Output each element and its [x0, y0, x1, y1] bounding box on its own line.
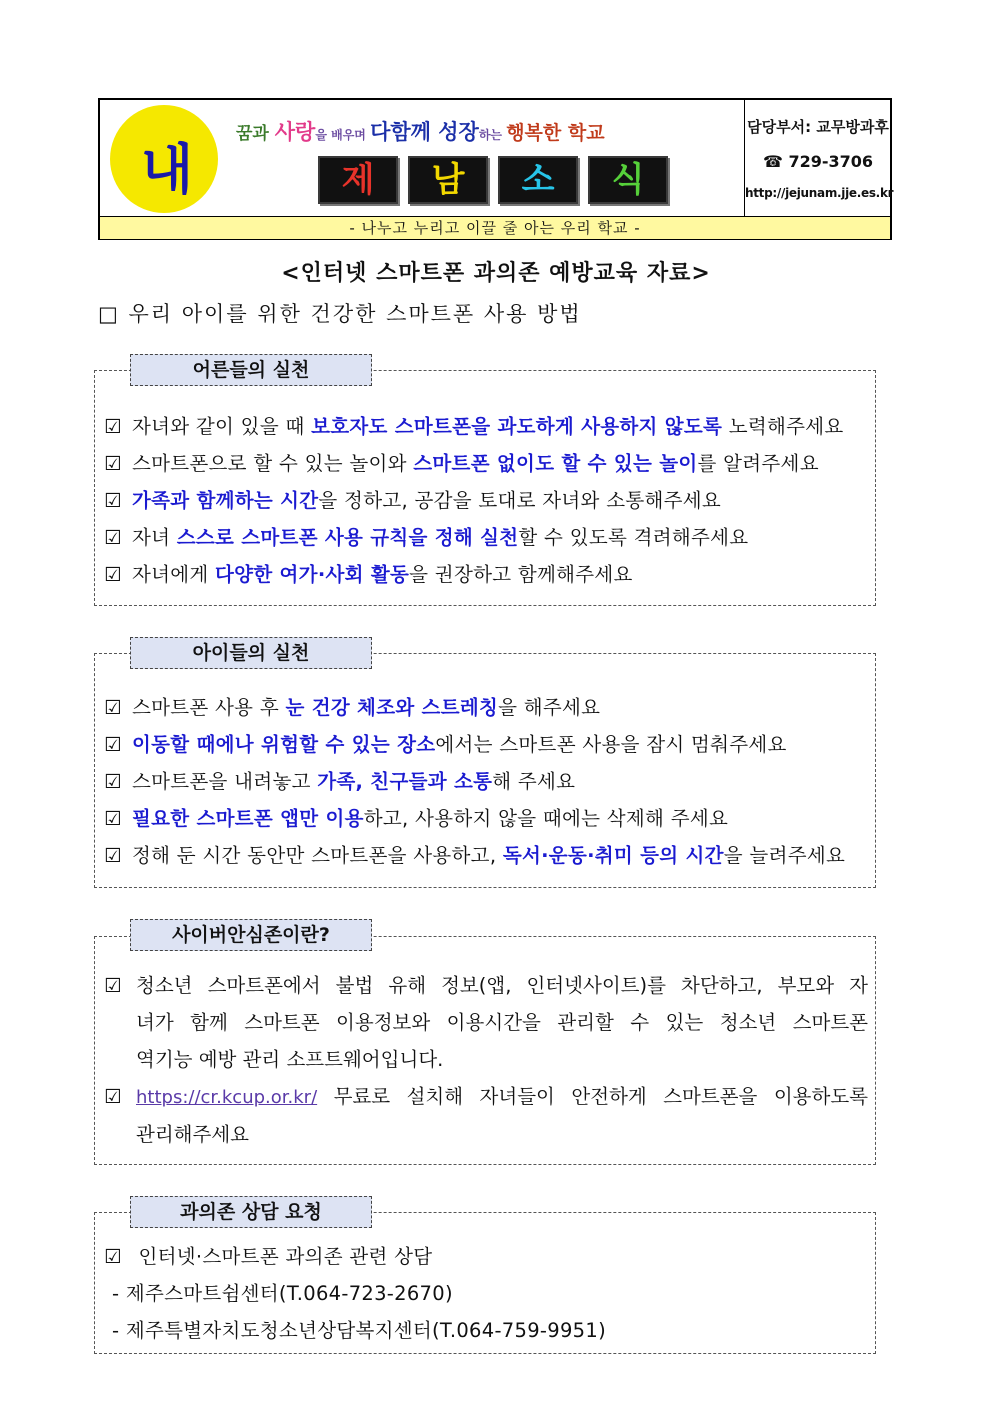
cyber-safe-zone-label: 사이버안심존이란?: [130, 919, 372, 951]
phone-number: ☎ 729-3706: [762, 152, 874, 171]
newsletter-name-tiles: [318, 156, 664, 204]
list-item: ☑ 스마트폰을 내려놓고 가족, 친구들과 소통해 주세요: [104, 770, 576, 793]
checkbox-icon: ☑: [104, 415, 122, 438]
list-item: ☑ 이동할 때에나 위험할 수 있는 장소에서는 스마트폰 사용을 잠시 멈춰주세요: [104, 733, 787, 756]
list-item: ☑ 스마트폰으로 할 수 있는 놀이와 스마트폰 없이도 할 수 있는 놀이를 알려주세요: [104, 452, 819, 475]
school-slogan: 꿈과 사랑을 배우며 다함께 성장하는 행복한 학교: [236, 120, 605, 144]
checkbox-icon: ☑: [104, 526, 122, 549]
name-tile: 식: [588, 156, 668, 204]
checkbox-icon: ☑: [104, 452, 122, 475]
school-website[interactable]: http://jejunam.jje.es.kr: [745, 186, 894, 200]
checkbox-icon: ☑: [104, 733, 122, 756]
contact-item: - 제주스마트쉼센터(T.064-723-2670): [112, 1282, 453, 1305]
checkbox-icon: ☑: [104, 1085, 122, 1108]
logo-text: 내: [140, 138, 188, 201]
checkbox-icon: ☑: [104, 974, 122, 997]
name-tile: 소: [498, 156, 578, 204]
install-guide: ☑ https://cr.kcup.or.kr/ 무료로 설치해 자녀들이 안전하게 스마트폰을 이용하도록 관리해주세요: [104, 1078, 868, 1153]
list-item: ☑ 정해 둔 시간 동안만 스마트폰을 사용하고, 독서·운동·취미 등의 시간을 늘려주세요: [104, 844, 846, 867]
cyber-safe-zone-description: ☑ 청소년 스마트폰에서 불법 유해 정보(앱, 인터넷사이트)를 차단하고, 부모와 자 녀가 함께 스마트폰 이용정보와 이용시간을 관리할 수 있는 청소년 스마트폰 역기능 예방 관리 소프트웨어입니다.: [104, 967, 868, 1078]
cyber-safe-zone-link[interactable]: https://cr.kcup.or.kr/: [136, 1087, 318, 1108]
counseling-label: 과의존 상담 요청: [130, 1196, 372, 1228]
list-item: ☑ 인터넷·스마트폰 과의존 관련 상담: [104, 1245, 433, 1268]
name-tile: 제: [318, 156, 398, 204]
list-item: ☑ 스마트폰 사용 후 눈 건강 체조와 스트레칭을 해주세요: [104, 696, 601, 719]
checkbox-icon: ☑: [104, 696, 122, 719]
checkbox-icon: ☑: [104, 563, 122, 586]
checkbox-icon: ☑: [104, 844, 122, 867]
list-item: ☑ 자녀에게 다양한 여가·사회 활동을 권장하고 함께해주세요: [104, 563, 633, 586]
contact-info: [744, 100, 894, 216]
department: 담당부서: 교무방과후: [747, 118, 889, 136]
school-newsletter-header: [98, 98, 892, 240]
list-item: ☑ 가족과 함께하는 시간을 정하고, 공감을 토대로 자녀와 소통해주세요: [104, 489, 722, 512]
list-item: ☑ 자녀와 같이 있을 때 보호자도 스마트폰을 과도하게 사용하지 않도록 노력해주세요: [104, 415, 844, 438]
name-tile: 남: [408, 156, 488, 204]
checkbox-icon: ☑: [104, 770, 122, 793]
header-banner: [100, 100, 744, 216]
document-title: <인터넷 스마트폰 과의존 예방교육 자료>: [281, 261, 711, 286]
section-heading: □ 우리 아이를 위한 건강한 스마트폰 사용 방법: [98, 302, 582, 326]
list-item: ☑ 자녀 스스로 스마트폰 사용 규칙을 정해 실천할 수 있도록 격려해주세요: [104, 526, 749, 549]
school-motto: - 나누고 누리고 이끌 줄 아는 우리 학교 -: [100, 216, 890, 239]
checkbox-icon: ☑: [104, 489, 122, 512]
contact-item: - 제주특별자치도청소년상담복지센터(T.064-759-9951): [112, 1319, 606, 1342]
list-item: ☑ 필요한 스마트폰 앱만 이용하고, 사용하지 않을 때에는 삭제해 주세요: [104, 807, 729, 830]
school-logo: [110, 105, 218, 213]
checkbox-icon: ☑: [104, 1245, 122, 1268]
adults-practice-label: 어른들의 실천: [130, 354, 372, 386]
kids-practice-label: 아이들의 실천: [130, 637, 372, 669]
checkbox-icon: ☑: [104, 807, 122, 830]
